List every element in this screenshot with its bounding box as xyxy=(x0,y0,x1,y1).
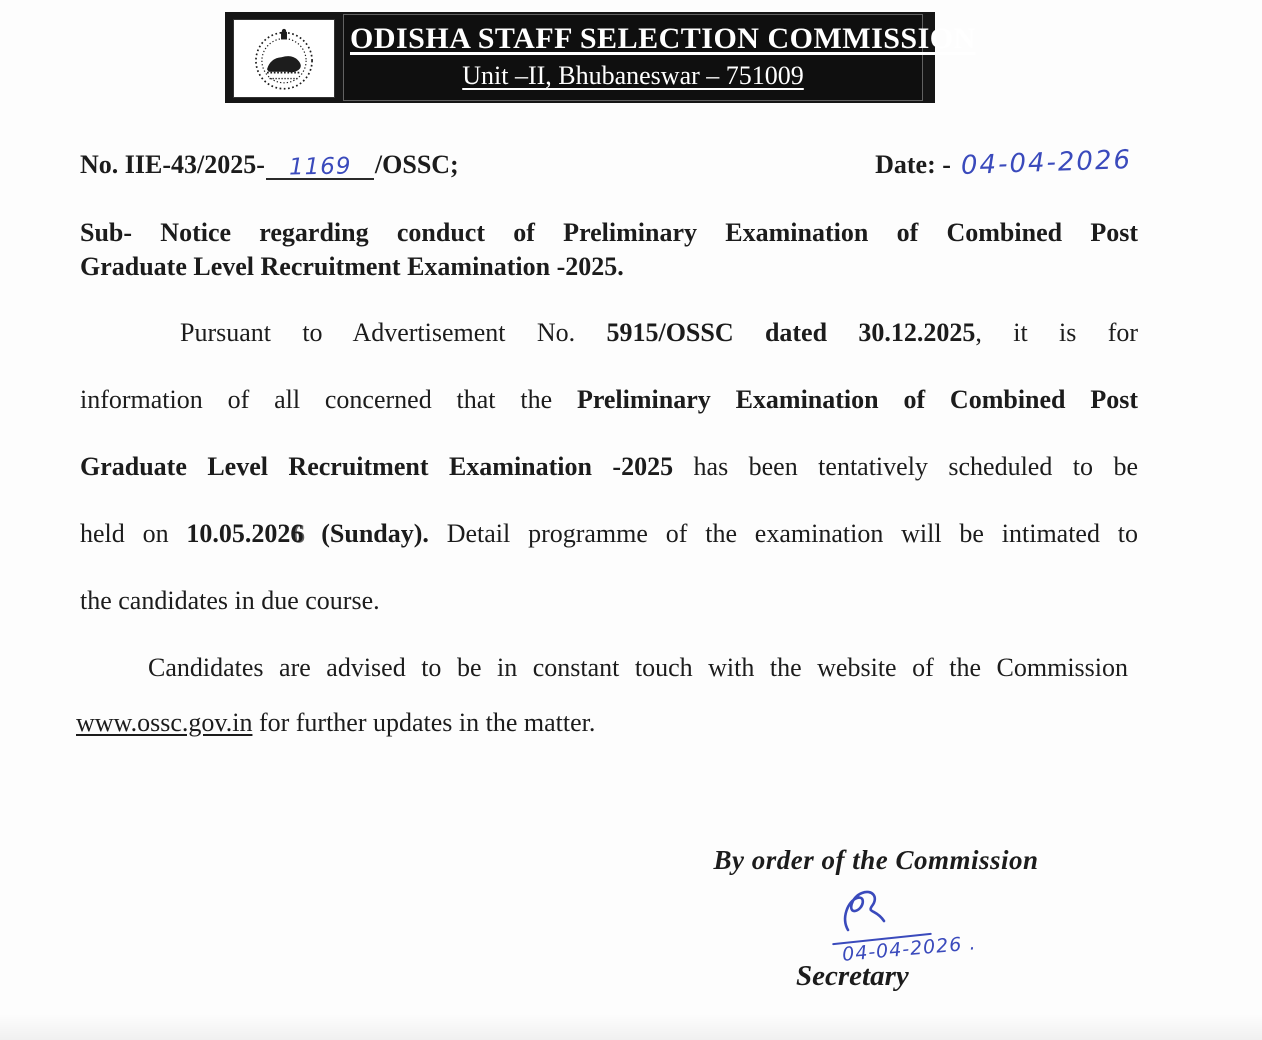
subject-line-2: Graduate Level Recruitment Examination -2025. xyxy=(80,252,624,281)
body-line: www.ossc.gov.in for further updates in the matter. xyxy=(76,708,596,737)
body-paragraph-1 xyxy=(80,299,1138,634)
by-order-text: By order of the Commission xyxy=(713,845,1039,875)
ref-number-suffix: /OSSC; xyxy=(374,150,459,179)
handwritten-signature-date: 04-04-2026 . xyxy=(841,932,978,966)
reference-row xyxy=(80,145,1133,181)
signature-area xyxy=(660,882,1092,966)
signature-block xyxy=(660,845,1092,993)
subject-line-1: Sub- Notice regarding conduct of Preliminary Examination of Combined Post xyxy=(80,218,1138,247)
body-paragraph-2 xyxy=(76,640,1128,750)
body-line: Pursuant to Advertisement No. 5915/OSSC dated 30.12.2025, it is for xyxy=(180,318,1139,347)
body-line: held on 10.05.2026 (Sunday). Detail programme of the examination will be intimated to xyxy=(80,519,1139,548)
date-label: Date: - xyxy=(875,150,951,179)
subject-block xyxy=(80,216,1138,284)
issue-date xyxy=(875,145,1133,181)
letterhead-band xyxy=(225,12,976,103)
org-unit-address: Unit –II, Bhubaneswar – 751009 xyxy=(462,61,804,90)
letterhead-text xyxy=(343,14,976,101)
signatory-title: Secretary xyxy=(796,960,909,992)
body-line: the candidates in due course. xyxy=(80,586,380,615)
handwritten-date: 04-04-2026 xyxy=(960,145,1133,181)
org-name: ODISHA STAFF SELECTION COMMISSION xyxy=(350,22,976,55)
ref-number-blank xyxy=(266,151,374,180)
body-line: Graduate Level Recruitment Examination -2025 has been tentatively scheduled to be xyxy=(80,452,1138,481)
reference-number xyxy=(80,150,459,180)
odisha-state-emblem-icon xyxy=(241,25,327,93)
body-line: Candidates are advised to be in constant touch with the website of the Commission xyxy=(148,653,1128,682)
ref-number-prefix: No. IIE-43/2025- xyxy=(80,150,265,179)
handwritten-ref-number: 1169 xyxy=(288,153,352,181)
signature-icon xyxy=(838,888,892,936)
body-line: information of all concerned that the Preliminary Examination of Combined Post xyxy=(80,385,1138,414)
emblem-box xyxy=(233,19,335,98)
